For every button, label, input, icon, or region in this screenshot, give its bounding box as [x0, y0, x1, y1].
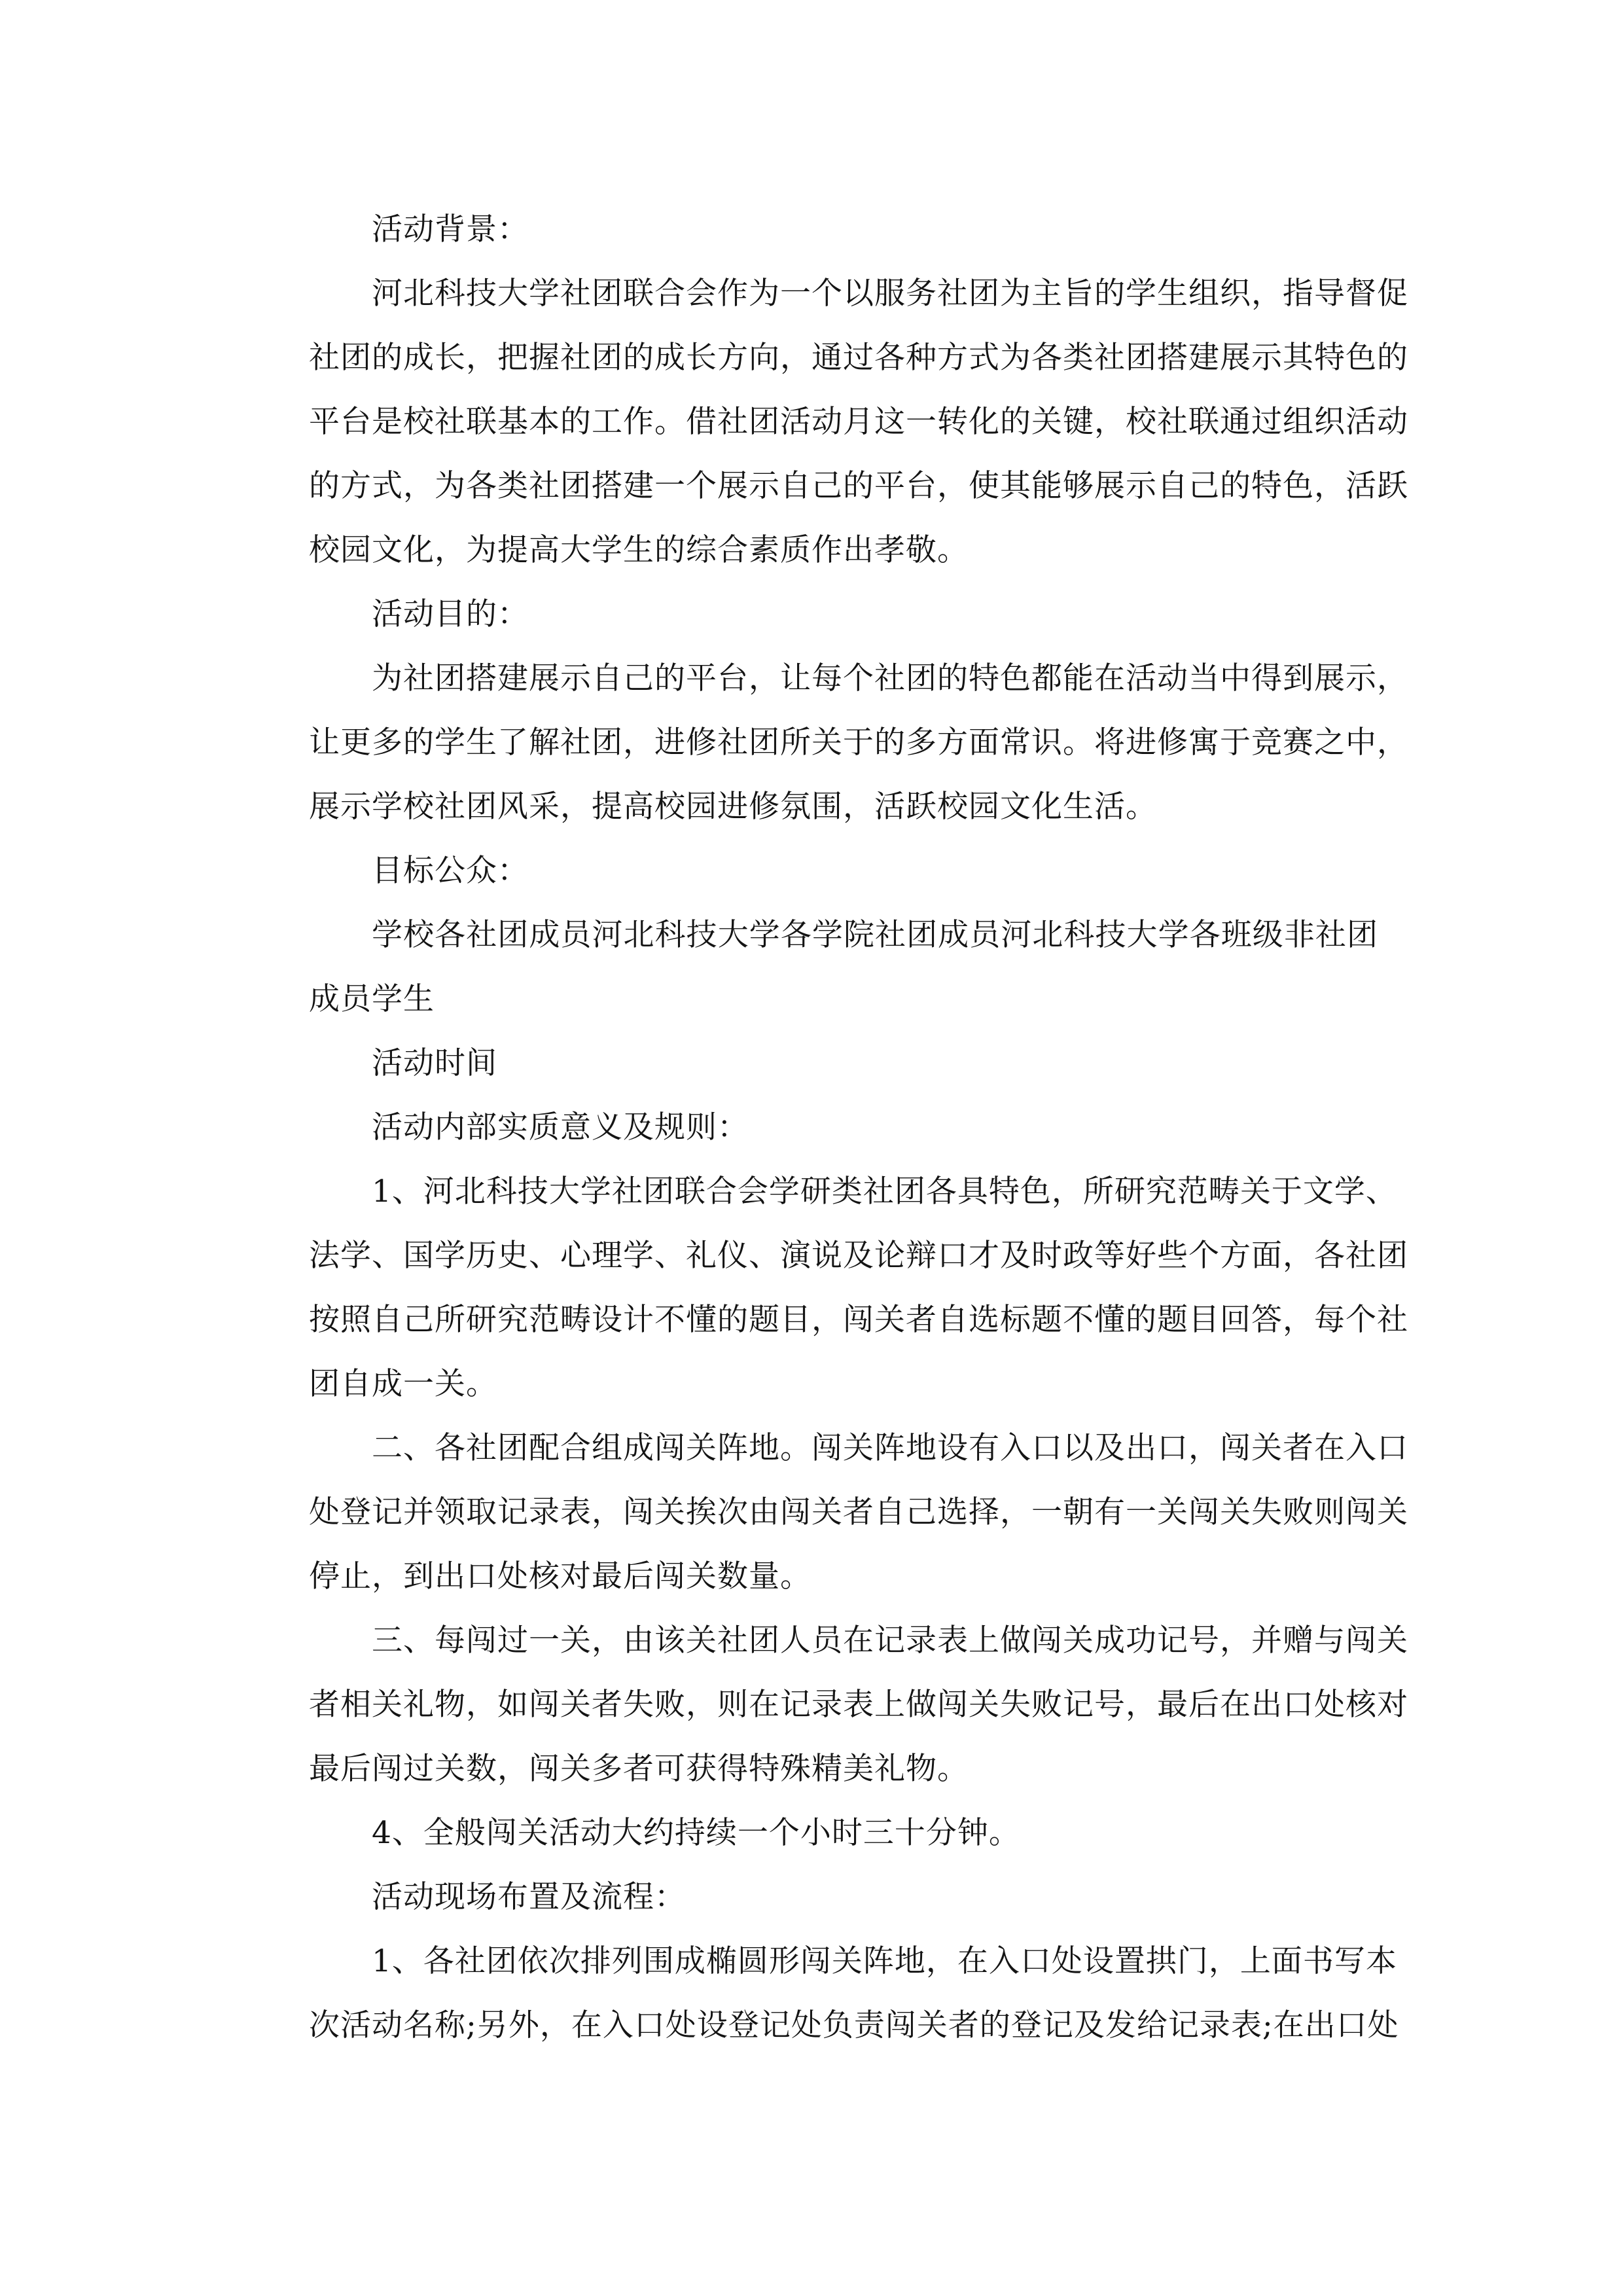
paragraph-target-audience [246, 903, 1378, 1031]
text-line: 活动目的： [372, 596, 529, 632]
document-body [246, 198, 1408, 2058]
text-line: 学校各社团成员河北科技大学各学院社团成员河北科技大学各班级非社团 [372, 917, 1378, 953]
paragraph-rule-1 [246, 1160, 1408, 1416]
text-line: 法学、国学历史、心理学、礼仪、演说及论辩口才及时政等好些个方面，各社团 [309, 1238, 1408, 1274]
heading-venue-layout [246, 1865, 1378, 1929]
text-line: 平台是校社联基本的工作。借社团活动月这一转化的关键，校社联通过组织活动 [309, 404, 1408, 440]
paragraph-rule-3 [246, 1609, 1408, 1801]
text-line: 团自成一关。 [309, 1366, 497, 1402]
text-line: 活动时间 [372, 1045, 497, 1081]
text-line: 社团的成长，把握社团的成长方向，通过各种方式为各类社团搭建展示其特色的 [309, 340, 1408, 376]
text-line: 次活动名称;另外，在入口处设登记处负责闯关者的登记及发给记录表;在出口处 [309, 2007, 1399, 2043]
paragraph-venue-1 [246, 1929, 1399, 2058]
text-line: 目标公众： [372, 853, 529, 889]
text-line: 成员学生 [309, 981, 435, 1017]
text-line: 处登记并领取记录表，闯关挨次由闯关者自己选择，一朝有一关闯关失败则闯关 [309, 1494, 1408, 1530]
text-line: 活动内部实质意义及规则： [372, 1109, 749, 1145]
text-line: 让更多的学生了解社团，进修社团所关于的多方面常识。将进修寓于竞赛之中， [309, 725, 1408, 761]
text-line: 展示学校社团风采，提高校园进修氛围，活跃校园文化生活。 [309, 789, 1157, 825]
text-line: 活动现场布置及流程： [372, 1879, 686, 1915]
text-line: 最后闯过关数，闯关多者可获得特殊精美礼物。 [309, 1751, 969, 1787]
paragraph-activity-background [246, 262, 1408, 583]
heading-activity-rules [246, 1096, 1378, 1160]
heading-activity-time [246, 1031, 1378, 1096]
heading-target-audience [246, 839, 1378, 903]
text-line: 停止，到出口处核对最后闯关数量。 [309, 1558, 812, 1594]
text-line: 河北科技大学社团联合会作为一个以服务社团为主旨的学生组织，指导督促 [372, 276, 1408, 312]
paragraph-rule-4 [246, 1801, 1378, 1865]
text-line: 4、全般闯关活动大约持续一个小时三十分钟。 [372, 1815, 1020, 1851]
paragraph-rule-2 [246, 1416, 1408, 1609]
text-line: 的方式，为各类社团搭建一个展示自己的平台，使其能够展示自己的特色，活跃 [309, 468, 1408, 504]
text-line: 者相关礼物，如闯关者失败，则在记录表上做闯关失败记号，最后在出口处核对 [309, 1687, 1408, 1723]
text-line: 校园文化，为提高大学生的综合素质作出孝敬。 [309, 532, 969, 568]
text-line: 1、河北科技大学社团联合会学研类社团各具特色，所研究范畴关于文学、 [372, 1174, 1397, 1210]
text-line: 为社团搭建展示自己的平台，让每个社团的特色都能在活动当中得到展示， [372, 660, 1408, 696]
heading-activity-purpose [246, 583, 1378, 647]
text-line: 三、每闯过一关，由该关社团人员在记录表上做闯关成功记号，并赠与闯关 [372, 1623, 1408, 1659]
heading-activity-background [246, 198, 1378, 262]
text-line: 按照自己所研究范畴设计不懂的题目，闯关者自选标题不懂的题目回答，每个社 [309, 1302, 1408, 1338]
paragraph-activity-purpose [246, 647, 1408, 839]
text-line: 1、各社团依次排列围成椭圆形闯关阵地，在入口处设置拱门，上面书写本 [372, 1943, 1397, 1979]
text-line: 活动背景： [372, 211, 529, 247]
text-line: 二、各社团配合组成闯关阵地。闯关阵地设有入口以及出口，闯关者在入口 [372, 1430, 1408, 1466]
